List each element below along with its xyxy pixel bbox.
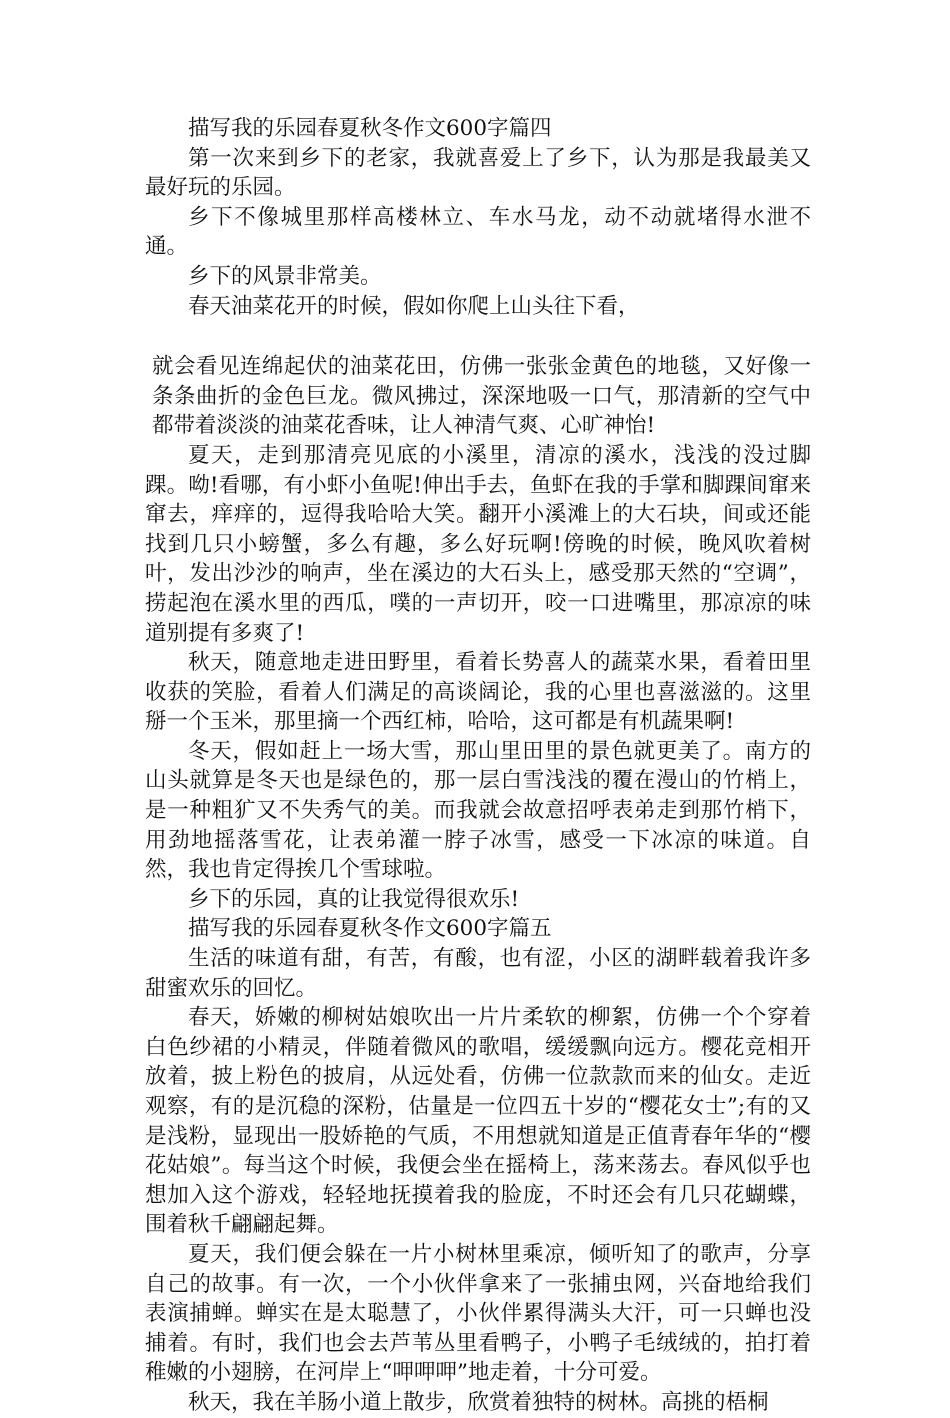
paragraph: 春天油菜花开的时候，假如你爬上山头往下看， [188, 293, 640, 319]
paragraph: 夏天，走到那清亮见底的小溪里，清凉的溪水，浅浅的没过脚踝。呦!看哪，有小虾小鱼呢!伸出手去，鱼虾在我的手掌和脚踝间窜来窜去，痒痒的，逗得我哈哈大笑。翻开小溪滩上的大石块，间或还能找到几只小螃蟹，多么有趣，多么好玩啊!傍晚的时候，晚风吹着树叶，发出沙沙的响声，坐在溪边的大石头上，感受那天然的“空调”，捞起泡在溪水里的西瓜，噗的一声切开，咬一口进嘴里，那凉凉的味道别提有多爽了! [145, 442, 811, 646]
section-heading-4: 描写我的乐园春夏秋冬作文600字篇四 [188, 116, 552, 141]
paragraph: 秋天，我在羊肠小道上散步，欣赏着独特的树林。高挑的梧桐 [188, 1389, 769, 1415]
paragraph: 秋天，随意地走进田野里，看着长势喜人的蔬菜水果，看着田里收获的笑脸，看着人们满足的高谈阔论，我的心里也喜滋滋的。这里掰一个玉米，那里摘一个西红柿，哈哈，这可都是有机蔬果啊! [145, 650, 811, 735]
section-heading-5: 描写我的乐园春夏秋冬作文600字篇五 [188, 916, 552, 942]
paragraph: 冬天，假如赶上一场大雪，那山里田里的景色就更美了。南方的山头就算是冬天也是绿色的，那一层白雪浅浅的覆在漫山的竹梢上，是一种粗犷又不失秀气的美。而我就会故意招呼表弟走到那竹梢下，用劲地摇落雪花，让表弟灌一脖子冰雪，感受一下冰凉的味道。自然，我也肯定得挨几个雪球啦。 [145, 738, 811, 883]
document-page [145, 114, 811, 1418]
paragraph: 春天，娇嫩的柳树姑娘吹出一片片柔软的柳絮，仿佛一个个穿着白色纱裙的小精灵，伴随着微风的歌唱，缓缓飘向远方。樱花竞相开放着，披上粉色的披肩，从远处看，仿佛一位款款而来的仙女。走近观察，有的是沉稳的深粉，估量是一位四五十岁的“樱花女士”;有的又是浅粉，显现出一股娇艳的气质，不用想就知道是正值青春年华的“樱花姑娘”。每当这个时候，我便会坐在摇椅上，荡来荡去。春风似乎也想加入这个游戏，轻轻地抚摸着我的脸庞，不时还会有几只花蝴蝶，围着秋千翩翩起舞。 [145, 1005, 811, 1238]
paragraph: 就会看见连绵起伏的油菜花田，仿佛一张张金黄色的地毯，又好像一条条曲折的金色巨龙。微风拂过，深深地吸一口气，那清新的空气中都带着淡淡的油菜花香味，让人神清气爽、心旷神怡! [152, 354, 811, 439]
paragraph: 第一次来到乡下的老家，我就喜爱上了乡下，认为那是我最美又最好玩的乐园。 [145, 145, 811, 201]
paragraph: 乡下不像城里那样高楼林立、车水马龙，动不动就堵得水泄不通。 [145, 204, 811, 260]
page-break-gap [145, 321, 811, 352]
paragraph: 生活的味道有甜，有苦，有酸，也有涩，小区的湖畔载着我许多甜蜜欢乐的回忆。 [145, 946, 811, 1001]
paragraph: 夏天，我们便会躲在一片小树林里乘凉，倾听知了的歌声，分享自己的故事。有一次，一个小伙伴拿来了一张捕虫网，兴奋地给我们表演捕蝉。蝉实在是太聪慧了，小伙伴累得满头大汗，可一只蝉也没捕着。有时，我们也会去芦苇丛里看鸭子，小鸭子毛绒绒的，拍打着稚嫩的小翅膀，在河岸上“呷呷呷”地走着，十分可爱。 [145, 1241, 811, 1386]
paragraph: 乡下的乐园，真的让我觉得很欢乐! [188, 886, 520, 912]
paragraph: 乡下的风景非常美。 [188, 263, 382, 289]
